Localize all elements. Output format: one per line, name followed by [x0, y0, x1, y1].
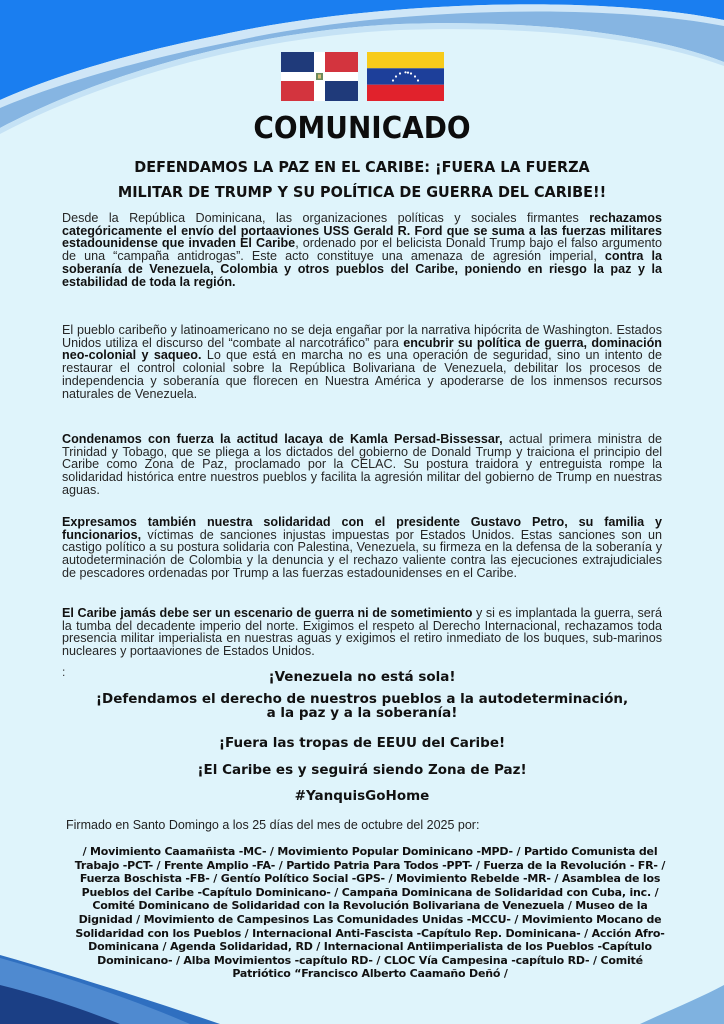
body-text: El pueblo caribeño y latinoamericano no se deja engañar por la narrativa hipócrita de Washington. Estados Unidos utiliza el discurso del “combate al narcotráfico” para: [62, 323, 662, 350]
slogan-self-determination: [0, 692, 724, 720]
venezuela-flag-icon: [367, 52, 444, 101]
slogan-venezuela: ¡Venezuela no está sola!: [268, 669, 456, 685]
emphasized-text: encubrir su política de guerra, dominación neo-colonial y saqueo.: [62, 335, 662, 363]
paragraph-5: [62, 607, 662, 658]
paragraph-3: [62, 433, 662, 497]
paragraph-1: [62, 212, 662, 288]
body-text: y si es implantada la guerra, será la tumba del decadente imperio del norte. Exigimos el respeto al Derecho Internacional, rechazamos toda presencia militar imperialista en nuestras aguas y exigimos el retiro inmediato de los buques, sub-marinos nucleares y portaaviones de Estados Unidos.: [62, 606, 662, 659]
slogan-self-determination-line-2: a la paz y a la soberanía!: [266, 705, 458, 721]
paragraph-2: [62, 324, 662, 400]
body-text: actual primera ministra de Trinidad y Tobago, que se pliega a los dictados del gobierno de Donald Trump y traiciona el principio del Caribe como Zona de Paz, proclamado por la CELAC. Su postura traidora y entreguista rompe la solidaridad histórica entre nuestros pueblos y facilita la agresión militar del gobierno de Trump en nuestras aguas.: [62, 432, 662, 497]
slogan-zone-of-peace: ¡El Caribe es y seguirá siendo Zona de Paz!: [197, 762, 527, 778]
body-text: víctimas de sanciones injustas impuestas por Estados Unidos. Estas sanciones son un castigo político a su postura solidaria con Palestina, Venezuela, su firmeza en la defensa de la soberanía y autodeterminación de Colombia y la denuncia y el rechazo valiente contra las ejecuciones extrajudiciales de pescadores ordenadas por Trump a las fuerzas estadounidenses en el Caribe.: [62, 527, 662, 580]
page-title: COMUNICADO: [253, 111, 471, 146]
headline: [25, 155, 698, 205]
headline-line-2: MILITAR DE TRUMP Y SU POLÍTICA DE GUERRA DEL CARIBE!!: [117, 183, 607, 201]
signed-line: Firmado en Santo Domingo a los 25 días del mes de octubre del 2025 por:: [66, 818, 480, 832]
emphasized-text: Condenamos con fuerza la actitud lacaya de Kamla Persad-Bissessar,: [62, 432, 503, 446]
hashtag: #YanquisGoHome: [294, 788, 430, 804]
emphasized-text: rechazamos categóricamente el envío del portaaviones USS Gerald R. Ford que se suma a las fuerzas militares estadounidense que invaden El Caribe: [62, 211, 662, 251]
emphasized-text: contra la soberanía de Venezuela, Colombia y otros pueblos del Caribe, poniendo en riesgo la paz y la estabilidad de toda la región.: [62, 249, 662, 289]
emphasized-text: El Caribe jamás debe ser un escenario de guerra ni de sometimiento: [62, 606, 473, 620]
signatories-list: / Movimiento Caamañista -MC- / Movimiento Popular Dominicano -MPD- / Partido Comunista del Trabajo -PCT- / Frente Amplio -FA- / Partido Patria Para Todos -PPT- / Fuerza de la Revolución - FR- / Fuerza Boschista -FB- / Gentío Político Social -GPS- / Movimiento Rebelde -MR- / Asamblea de los Pueblos del Caribe -Capítulo Dominicano- / Campaña Dominicana de Solidaridad con Cuba, inc. / Comité Dominicano de Solidaridad con la Revolución Bolivariana de Venezuela / Museo de la Dignidad / Movimiento de Campesinos Las Comunidades Unidas -MCCU- / Movimiento Mocano de Solidaridad con los Pueblos / Internacional Anti-Fascista -Capítulo Rep. Dominicana- / Acción Afro-Dominicana / Agenda Solidaridad, RD / Internacional Antiimperialista de los Pueblos -Capítulo Dominicano- / Alba Movimientos -capítulo RD- / CLOC Vía Campesina -capítulo RD- / Comité Patriótico “Francisco Alberto Caamaño Deñó /: [74, 845, 666, 981]
slogan-troops-out: ¡Fuera las tropas de EEUU del Caribe!: [218, 735, 506, 751]
body-text: , ordenado por el belicista Donald Trump bajo el falso argumento de una “campaña antidrogas”. Este acto constituye una amenaza de agresión imperial,: [62, 236, 663, 264]
body-text: Desde la República Dominicana, las organizaciones políticas y sociales firmantes: [62, 211, 590, 225]
body-text: Lo que está en marcha no es una operación de seguridad, sino un intento de restaurar el control colonial sobre la República Bolivariana de Venezuela, debilitar los procesos de independencia y soberanía que florecen en Nuestra América y apoderarse de los inmensos recursos naturales de Venezuela.: [62, 348, 662, 401]
emphasized-text: Expresamos también nuestra solidaridad con el presidente Gustavo Petro, su familia y funcionarios,: [62, 515, 662, 542]
dominican-republic-flag-icon: [281, 52, 358, 101]
headline-line-1: DEFENDAMOS LA PAZ EN EL CARIBE: ¡FUERA LA FUERZA: [134, 158, 590, 176]
paragraph-4: [62, 516, 662, 580]
flags-row: [0, 52, 724, 101]
slogan-self-determination-line-1: ¡Defendamos el derecho de nuestros pueblos a la autodeterminación,: [95, 691, 629, 707]
stray-colon: :: [62, 665, 66, 679]
